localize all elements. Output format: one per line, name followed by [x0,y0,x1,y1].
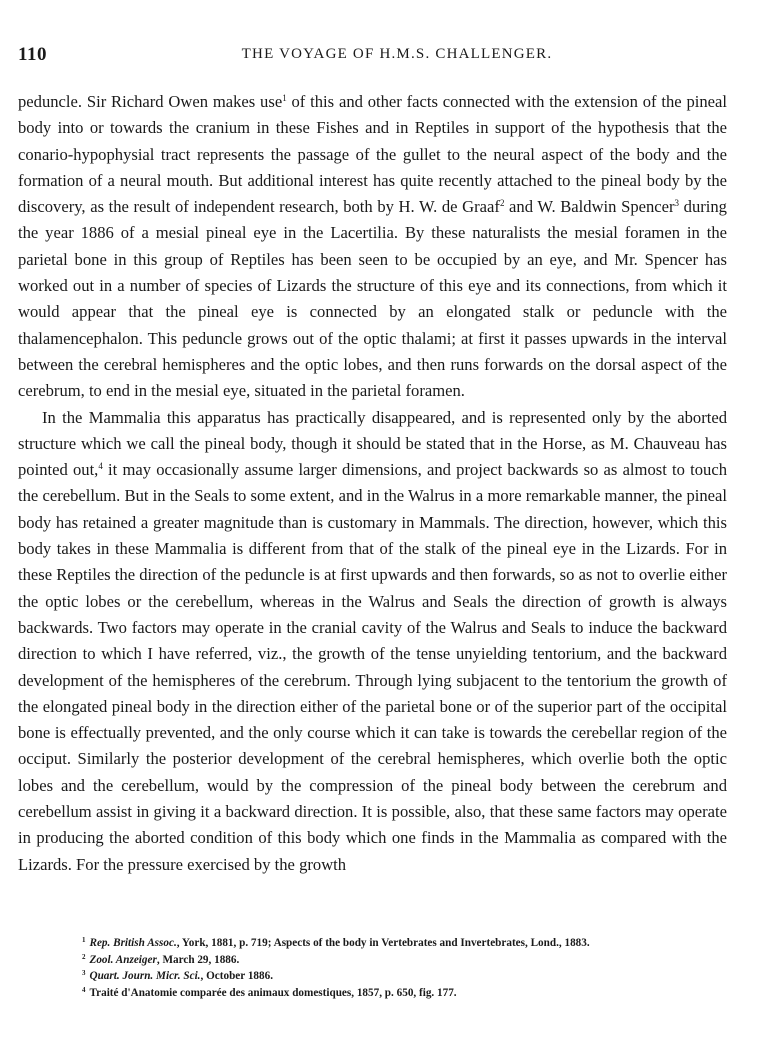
body-text [18,89,727,878]
footnotes [82,935,722,1001]
page-header [18,44,736,68]
footnote-reference: 3 [674,198,680,209]
paragraph [18,405,727,878]
paragraph [18,89,727,405]
footnote [82,968,722,985]
footnote-number: 1 [82,936,86,944]
text-run: and W. Baldwin Spencer [504,197,675,217]
page-number: 110 [18,44,47,65]
footnote-reference: 1 [282,93,287,103]
footnote-number: 4 [82,985,86,994]
footnote-reference: 2 [499,198,505,209]
text-run: during the year 1886 of a mesial pineal eye in the Lacertilia. By these naturalists the mesial foramen in the parietal bone in this group of Reptiles has been seen to be occupied by an eye, and Mr. Spencer has worked out in a number of species of Lizards the structure of this eye and its connections, from which it would appear that the pineal eye is connected by an elongated stalk or peduncle with the thalamencephalon. This peduncle grows out of the optic thalami; at first it passes upwards in the interval between the cerebral hemispheres and the optic lobes, and then runs forwards on the dorsal aspect of the cerebrum, to end in the mesial eye, situated in the parietal foramen. [18,197,727,401]
text-run: peduncle. Sir Richard Owen makes use [18,92,283,111]
running-title: THE VOYAGE OF H.M.S. CHALLENGER. [241,46,553,62]
footnote-number: 3 [82,969,86,977]
footnote-reference: 4 [98,461,103,472]
text-run: In the Mammalia this apparatus has practically disappeared, and is represented only by the aborted structure which we call the pineal body, though it should be stated that in the Horse, as M. Chauveau has pointed out, [18,407,727,480]
text-run: of this and other facts connected with the extension of the pineal body into or towards the cranium in these Fishes and in Reptiles in support of the hypothesis that the conario-hypophysial tract represents the passage of the gullet to the neural aspect of the body and the formation of a neural mouth. But additional interest has quite recently attached to the pineal body by the discovery, as the result of independent research, both by H. W. de Graaf [18,92,727,217]
text-run: Traité d'Anatomie comparée des animaux domestiques, 1857, p. 650, fig. 177. [89,986,457,999]
footnote-number: 2 [82,952,86,961]
text-run: it may occasionally assume larger dimensions, and project backwards so as almost to touch the cerebellum. But in the Seals to some extent, and in the Walrus in a more remarkable manner, the pineal body has retained a greater magnitude than is customary in Mammals. The direction, however, which this body takes in these Mammalia is different from that of the stalk of the pineal eye in the Lizards. For in these Reptiles the direction of the peduncle is at first upwards and then forwards, so as not to overlie either the optic lobes or the cerebellum, whereas in the Walrus and Seals the direction of growth is always backwards. Two factors may operate in the cranial cavity of the Walrus and Seals to induce the backward direction to which I have referred, viz., the growth of the tense unyielding tentorium, and the backward development of the hemispheres of the cerebrum. Through lying subjacent to the tentorium the growth of the elongated pineal body in the direction either of the parietal bone or of the superior part of the occipital bone is effectually prevented, and the only course which it can take is towards the cerebellar region of the occiput. Similarly the posterior development of the cerebral hemispheres, which overlie both the optic lobes and the cerebellum, would by the compression of the pineal body between the cerebrum and cerebellum assist in giving it a backward direction. It is possible, also, that these same factors may operate in producing the aborted condition of this body which one finds in the Mammalia as compared with the Lizards. For the pressure exercised by the growth [18,460,727,874]
text-run: , York, 1881, p. 719; Aspects of the body in Vertebrates and Invertebrates, Lond., 1883. [176,937,590,949]
italic-citation: Rep. British Assoc. [89,937,177,949]
footnote [82,985,722,1002]
footnote [82,952,722,969]
italic-citation: Quart. Journ. Micr. Sci. [89,970,201,982]
text-run: , October 1886. [200,970,273,982]
italic-citation: Zool. Anzeiger [89,953,157,966]
footnote [82,935,722,952]
text-run: , March 29, 1886. [156,953,240,966]
